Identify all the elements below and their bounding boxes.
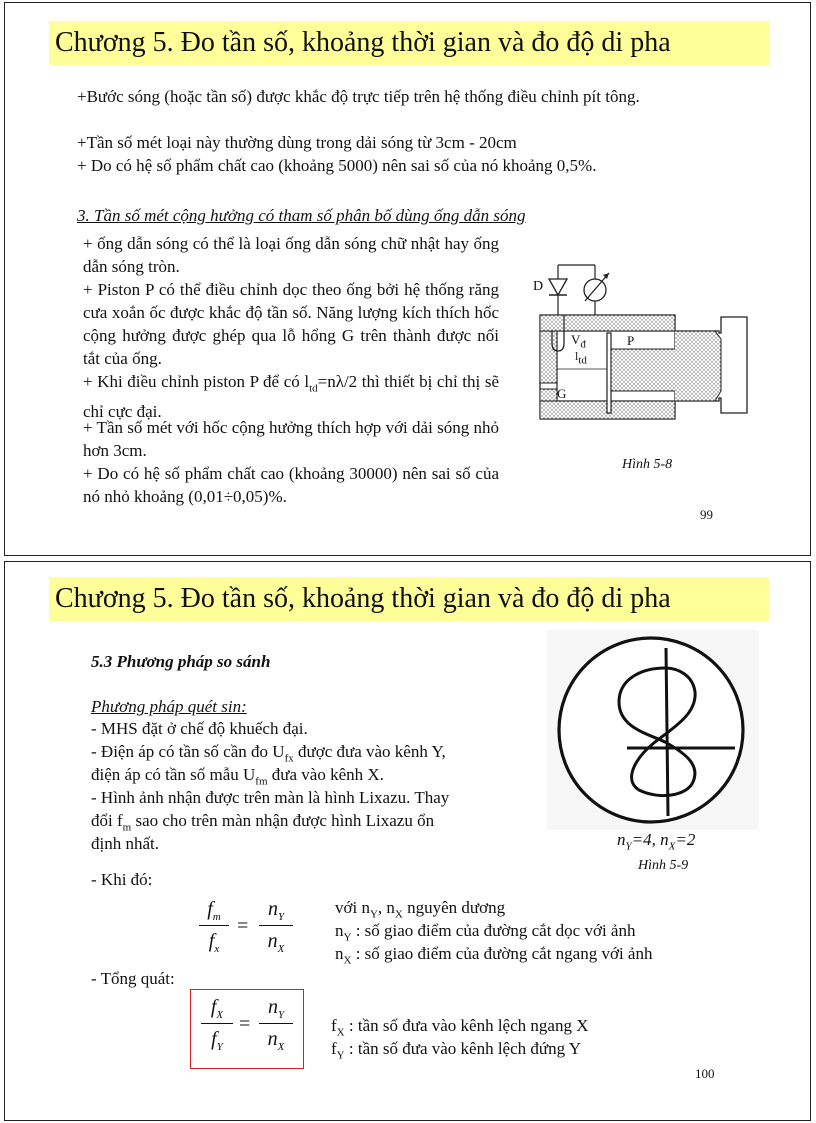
text-line-8: - Tổng quát: <box>91 969 175 988</box>
label-ltd: $l_{td}$ <box>575 349 587 367</box>
formula-2-equals: = <box>239 1013 251 1035</box>
label-p: P <box>627 333 635 348</box>
meter-icon <box>584 273 609 301</box>
label-d: D <box>533 279 544 294</box>
paragraph-5: + Do có hệ số phẩm chất cao (khoảng 30000) nên sai số của nó nhỏ khoảng (0,01÷0,05)%. <box>83 464 499 506</box>
lissajous-figure <box>547 630 759 830</box>
explanation-1: $f_X$ : tần số đưa vào kênh lệch ngang X <box>331 1016 589 1039</box>
diode-icon <box>549 279 567 295</box>
slide-title: Chương 5. Đo tần số, khoảng thời gian và đo độ di pha <box>49 21 769 65</box>
section-heading: 5.3 Phương pháp so sánh <box>91 652 271 671</box>
label-v: $V_đ$ <box>571 332 586 351</box>
piston-plate <box>607 333 611 413</box>
paragraph-1: + ống dẫn sóng có thể là loại ống dẫn sóng chữ nhật hay ống dẫn sóng tròn. <box>83 234 499 276</box>
definition-3: $n_X$ : số giao điểm của đường cắt ngang với ảnh <box>335 944 653 967</box>
formula-1-equals: = <box>237 915 249 937</box>
text-line-3: điện áp có tần số mẫu $U_{fm}$ đưa vào kênh X. <box>91 765 384 788</box>
slide-title: Chương 5. Đo tần số, khoảng thời gian và đo độ di pha <box>49 577 769 621</box>
label-g: G <box>557 386 567 401</box>
section-heading: 3. Tần số mét cộng hưởng có tham số phân bố dùng ống dẫn sóng <box>77 206 526 225</box>
formula-2-rhs: $\frac{n_Y}{n_X}$ <box>259 996 293 1053</box>
explanation-2: $f_Y$ : tần số đưa vào kênh lệch đứng Y <box>331 1039 582 1062</box>
paragraph-4: + Tần số mét với hốc cộng hưởng thích hợp với dải sóng nhỏ hơn 3cm. <box>83 418 499 460</box>
page-number: 100 <box>695 1066 715 1081</box>
intro-line-2: +Tần số mét loại này thường dùng trong dải sóng từ 3cm - 20cm <box>77 133 517 152</box>
formula-1-lhs: $\frac{f_m}{f_x}$ <box>199 898 229 955</box>
text-line-2: - Điện áp có tần số cần đo $U_{fx}$ được đưa vào kênh Y, <box>91 742 446 765</box>
definition-1: với $n_Y$, $n_X$ nguyên dương <box>335 898 506 921</box>
figure-caption: Hình 5-9 <box>638 858 689 873</box>
text-line-5: đổi $f_m$ sao cho trên màn nhận được hình Lixazu ổn <box>91 811 435 834</box>
intro-line-1: +Bước sóng (hoặc tần số) được khắc độ trực tiếp trên hệ thống điều chỉnh pít tông. <box>77 87 640 106</box>
formula-1-rhs: $\frac{n_Y}{n_X}$ <box>259 898 293 955</box>
paragraph-3: + Khi điều chỉnh piston P để có $l_{td}=n\lambda/2$ thì thiết bị chỉ thị sẽ chỉ cực đại. <box>83 372 499 422</box>
method-subheading: Phương pháp quét sin: <box>91 697 247 716</box>
paragraph-2: + Piston P có thể điều chỉnh dọc theo ống bởi hệ thống răng cưa xoắn ốc được khắc độ tần số. Năng lượng kích thích hốc cộng hưởng được ghép qua lỗ hổng G trên thành được nối tắt của ống. <box>83 280 499 368</box>
text-line-7: - Khi đó: <box>91 870 153 889</box>
intro-line-3: + Do có hệ số phẩm chất cao (khoảng 5000) nên sai số của nó khoảng 0,5%. <box>77 156 597 175</box>
slide-99 <box>4 2 811 556</box>
slide-100 <box>4 561 811 1121</box>
definition-2: $n_Y$ : số giao điểm của đường cắt dọc với ảnh <box>335 921 636 944</box>
formula-2-lhs: $\frac{f_X}{f_Y}$ <box>201 996 233 1053</box>
page-number: 99 <box>700 507 713 522</box>
cavity-resonator-diagram <box>525 251 755 441</box>
text-line-4: - Hình ảnh nhận được trên màn là hình Lixazu. Thay <box>91 788 450 807</box>
text-line-6: định nhất. <box>91 834 159 853</box>
text-line-1: - MHS đặt ở chế độ khuếch đại. <box>91 719 308 738</box>
figure-ratio-label: $n_Y=4$, $n_X=2$ <box>617 830 696 853</box>
figure-caption: Hình 5-8 <box>622 457 673 472</box>
